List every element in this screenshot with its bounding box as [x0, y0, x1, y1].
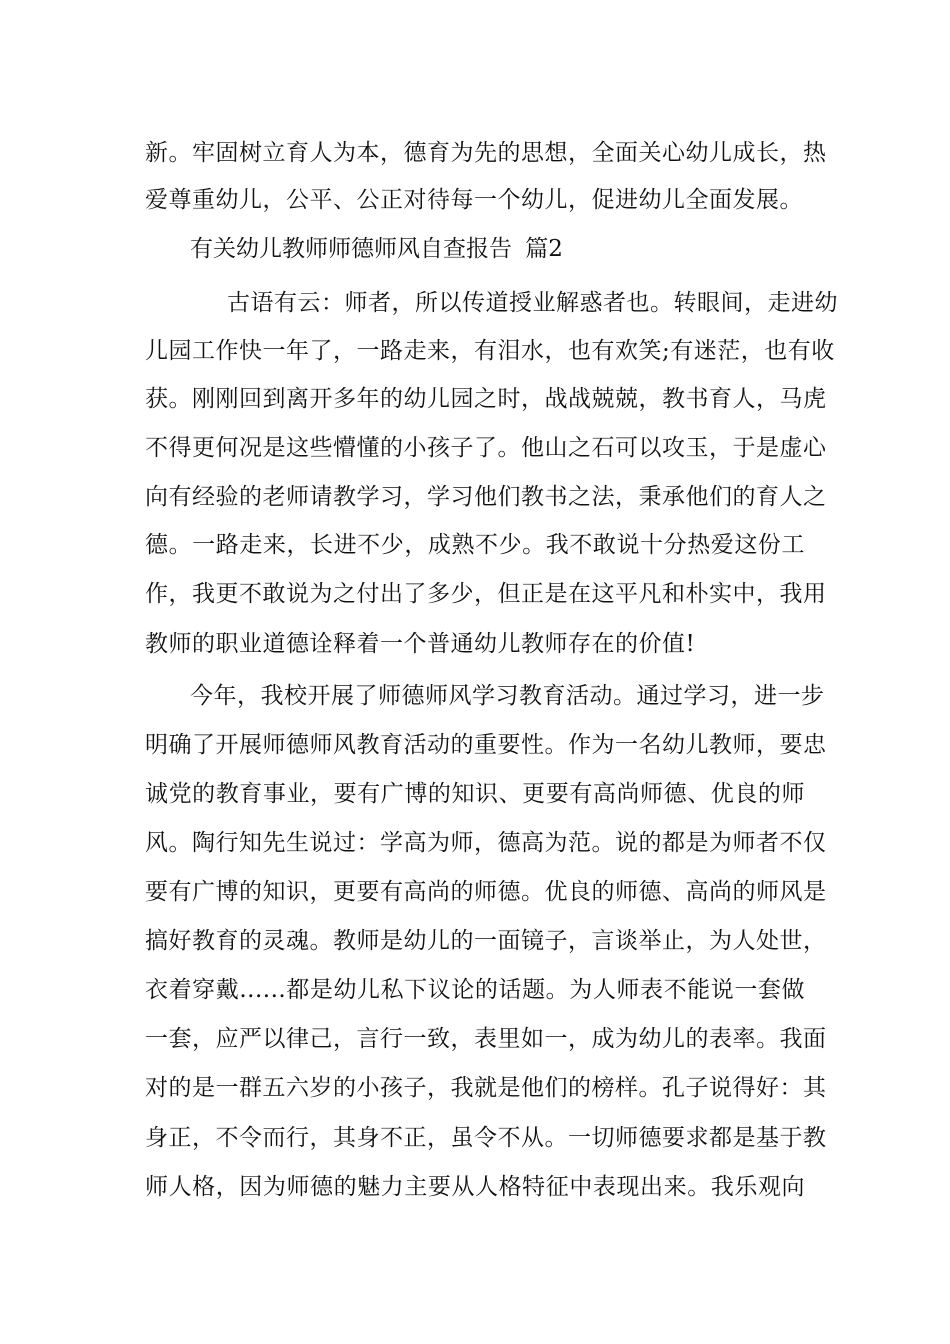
text-line: 搞好教育的灵魂。教师是幼儿的一面镜子，言谈举止，为人处世，: [145, 928, 827, 954]
text-line: 教师的职业道德诠释着一个普通幼儿教师存在的价值!: [145, 631, 696, 657]
section-heading: 有关幼儿教师师德师风自查报告 篇2: [190, 236, 563, 262]
text-line: 儿园工作快一年了，一路走来，有泪水，也有欢笑;有迷茫，也有收: [145, 338, 835, 364]
text-line: 诚党的教育事业，要有广博的知识、更要有高尚师德、优良的师: [145, 781, 805, 807]
text-line: 德。一路走来，长进不少，成熟不少。我不敢说十分热爱这份工: [145, 532, 805, 558]
text-line: 向有经验的老师请教学习，学习他们教书之法，秉承他们的育人之: [145, 484, 827, 510]
text-line: 师人格，因为师德的魅力主要从人格特征中表现出来。我乐观向: [145, 1174, 805, 1200]
text-line: 身正，不令而行，其身不正，虽令不从。一切师德要求都是基于教: [145, 1125, 827, 1151]
text-line: 作，我更不敢说为之付出了多少，但正是在这平凡和朴实中，我用: [145, 581, 827, 607]
text-line: 要有广博的知识，更要有高尚的师德。优良的师德、高尚的师风是: [145, 879, 827, 905]
text-line: 一套，应严以律己，言行一致，表里如一，成为幼儿的表率。我面: [145, 1026, 827, 1052]
text-line: 古语有云：师者，所以传道授业解惑者也。转眼间，走进幼: [227, 290, 838, 316]
text-line: 获。刚刚回到离开多年的幼儿园之时，战战兢兢，教书育人，马虎: [145, 386, 827, 412]
text-line: 新。牢固树立育人为本，德育为先的思想，全面关心幼儿成长，热: [145, 140, 827, 166]
text-line: 风。陶行知先生说过：学高为师，德高为范。说的都是为师者不仅: [145, 830, 827, 856]
text-line: 对的是一群五六岁的小孩子，我就是他们的榜样。孔子说得好：其: [145, 1075, 827, 1101]
text-line: 明确了开展师德师风教育活动的重要性。作为一名幼儿教师，要忠: [145, 732, 827, 758]
text-line: 爱尊重幼儿，公平、公正对待每一个幼儿，促进幼儿全面发展。: [145, 187, 803, 213]
text-line: 衣着穿戴......都是幼儿私下议论的话题。为人师表不能说一套做: [145, 977, 805, 1003]
text-line: 今年，我校开展了师德师风学习教育活动。通过学习，进一步: [190, 683, 825, 709]
text-line: 不得更何况是这些懵懂的小孩子了。他山之石可以攻玉，于是虚心: [145, 435, 827, 461]
